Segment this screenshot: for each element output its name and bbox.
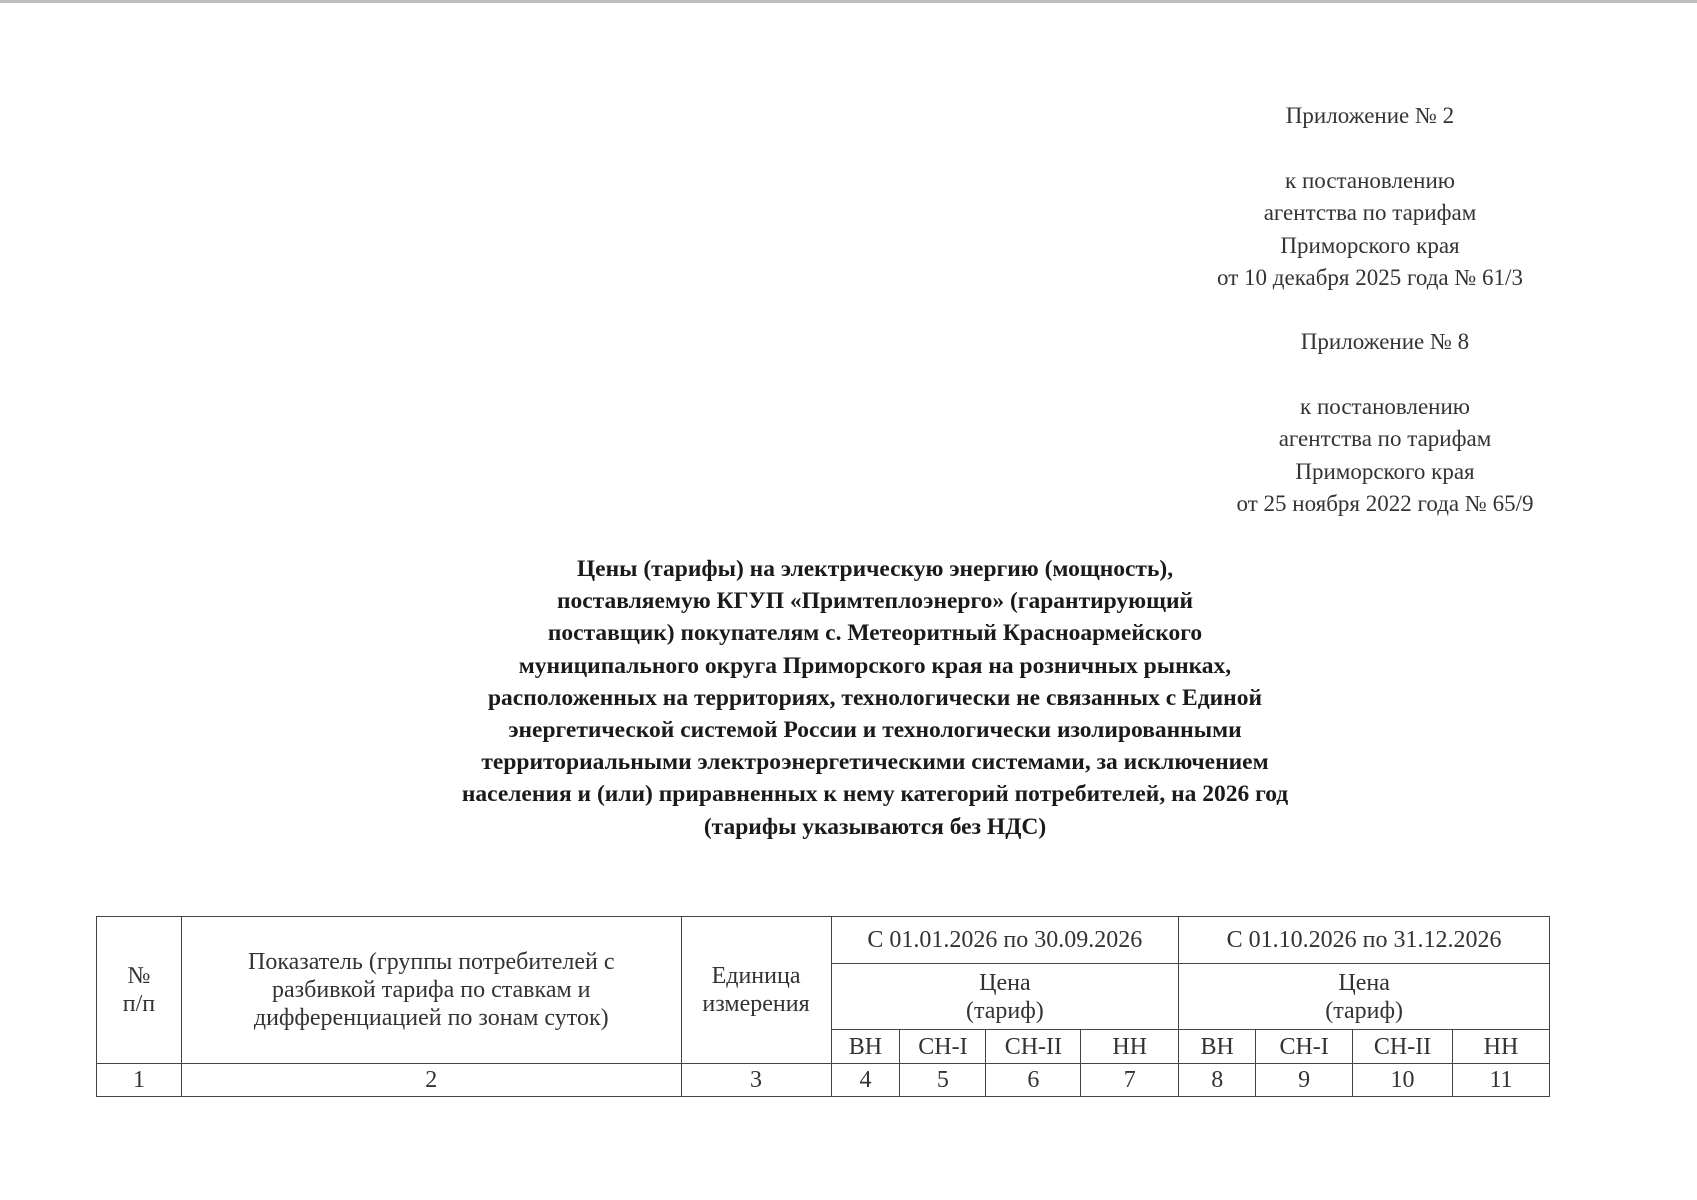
header-price-2: Цена (тариф) — [1179, 964, 1550, 1030]
column-number: 7 — [1081, 1064, 1179, 1097]
title-line: (тарифы указываются без НДС) — [703, 813, 1047, 840]
appendix-8-title: Приложение № 8 — [1300, 329, 1470, 354]
appendix-2-line: к постановлению — [1285, 167, 1455, 193]
voltage-level: НН — [1081, 1030, 1179, 1064]
appendix-8-line: от 25 ноября 2022 года № 65/9 — [1236, 491, 1534, 516]
header-number: № п/п — [97, 917, 182, 1064]
column-number: 11 — [1453, 1064, 1550, 1097]
column-number-row — [97, 1064, 1550, 1097]
column-number: 6 — [986, 1064, 1081, 1097]
title-line: территориальными электроэнергетическими системами, за исключением — [481, 749, 1269, 776]
appendix-2-block — [1140, 100, 1600, 295]
document-title — [320, 553, 1430, 843]
column-number: 1 — [97, 1064, 182, 1097]
voltage-level: НН — [1453, 1030, 1550, 1064]
header-period-1: С 01.01.2026 по 30.09.2026 — [831, 917, 1179, 964]
voltage-level: СН-I — [900, 1030, 986, 1064]
column-number: 2 — [181, 1064, 681, 1097]
appendix-8-line: к постановлению — [1300, 393, 1470, 419]
voltage-level: СН-II — [1353, 1030, 1453, 1064]
appendix-8-line: Приморского края — [1295, 458, 1475, 484]
title-line: поставщик) покупателям с. Метеоритный Красноармейского — [547, 620, 1203, 647]
column-number: 9 — [1256, 1064, 1353, 1097]
header-row-periods — [97, 917, 1550, 964]
appendix-2-line: Приморского края — [1280, 232, 1460, 258]
voltage-level: СН-II — [986, 1030, 1081, 1064]
title-line: Цены (тарифы) на электрическую энергию (мощность), — [576, 556, 1174, 582]
appendix-8-block — [1155, 326, 1615, 521]
column-number: 10 — [1353, 1064, 1453, 1097]
column-number: 8 — [1179, 1064, 1256, 1097]
header-unit: Единица измерения — [681, 917, 831, 1064]
appendix-8-line: агентства по тарифам — [1278, 426, 1492, 451]
column-number: 3 — [681, 1064, 831, 1097]
title-line: энергетической системой России и технологически изолированными — [508, 717, 1242, 744]
column-number: 5 — [900, 1064, 986, 1097]
tariff-table — [96, 916, 1550, 1097]
appendix-2-title: Приложение № 2 — [1285, 103, 1455, 128]
appendix-2-line: агентства по тарифам — [1263, 200, 1477, 225]
header-price-1: Цена (тариф) — [831, 964, 1179, 1030]
header-indicator: Показатель (группы потребителей с разбивкой тарифа по ставкам и дифференциацией по зонам суток) — [181, 917, 681, 1064]
header-period-2: С 01.10.2026 по 31.12.2026 — [1179, 917, 1550, 964]
column-number: 4 — [831, 1064, 900, 1097]
voltage-level: ВН — [831, 1030, 900, 1064]
scan-edge — [0, 0, 1697, 3]
title-line: населения и (или) приравненных к нему категорий потребителей, на 2026 год — [461, 781, 1289, 808]
voltage-level: СН-I — [1256, 1030, 1353, 1064]
title-line: поставляемую КГУП «Примтеплоэнерго» (гарантирующий — [556, 588, 1194, 615]
title-line: расположенных на территориях, технологически не связанных с Единой — [487, 684, 1262, 711]
voltage-level: ВН — [1179, 1030, 1256, 1064]
title-line: муниципального округа Приморского края на розничных рынках, — [518, 652, 1232, 679]
appendix-2-line: от 10 декабря 2025 года № 61/3 — [1217, 265, 1523, 290]
